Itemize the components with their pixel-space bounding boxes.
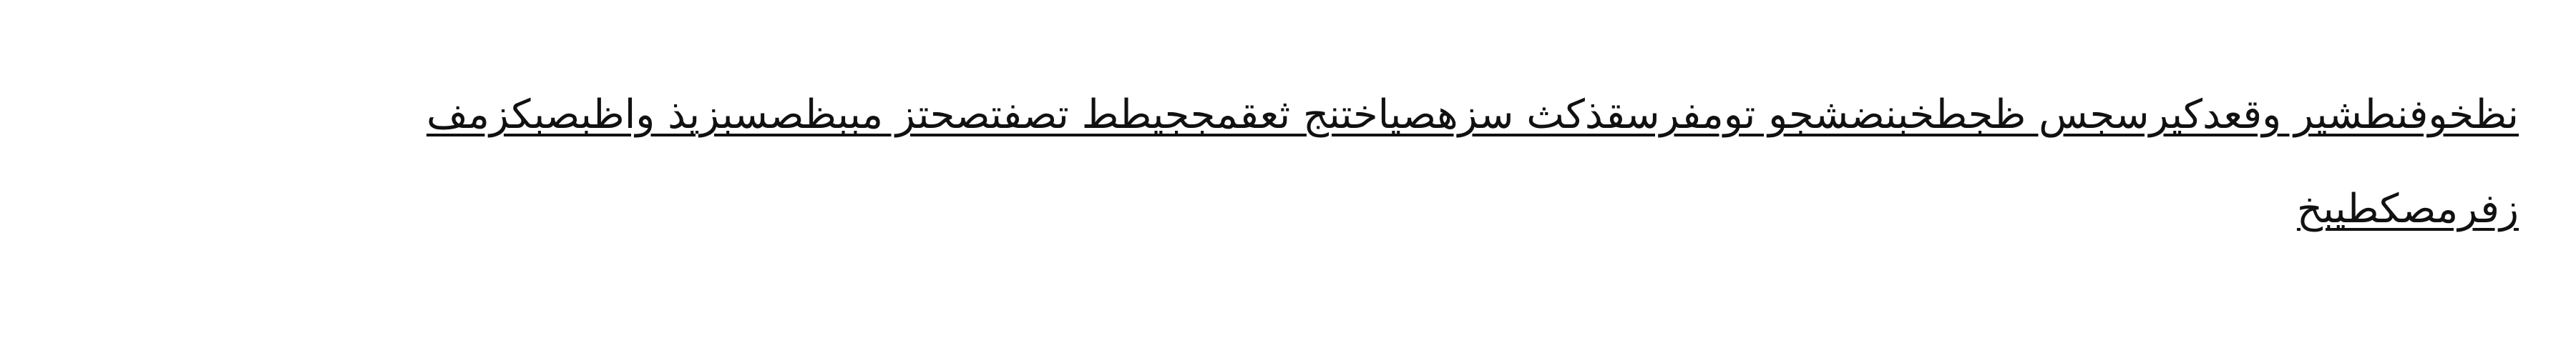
text-line-2: زفرمصكطيبخ — [2296, 186, 2519, 232]
arabic-text-block — [186, 68, 2519, 257]
text-line-1: نظخوفنطشير وقعدكيرسجس ظجطخبنضشجو تومفرسقذكث سزهصياختنج ثعقمججيطط تصفتصحتز مببظصسبزيذ واظبصبكزمف — [426, 91, 2519, 138]
